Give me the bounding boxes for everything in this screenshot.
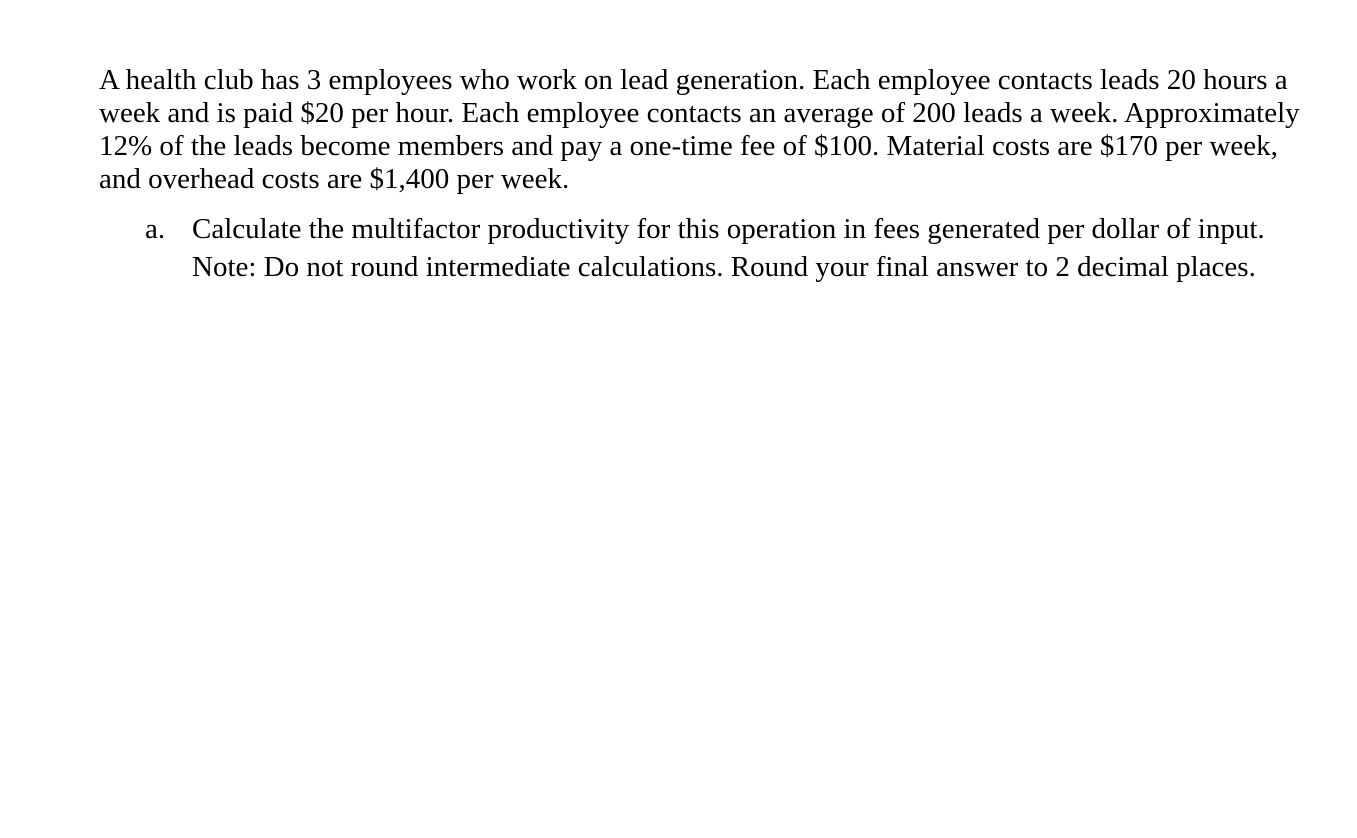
question-note: Note: Do not round intermediate calculations. Round your final answer to 2 decimal places. <box>192 251 1256 283</box>
problem-intro: A health club has 3 employees who work on lead generation. Each employee contacts leads 20 hours a week and is paid $20 per hour. Each employee contacts an average of 200 leads a week. Approximately 12% of the leads become members and pay a one-time fee of $100. Material costs are $170 per week, and overhead costs are $1,400 per week. <box>99 64 1300 195</box>
question-text: Calculate the multifactor productivity for this operation in fees generated per dollar of input. <box>192 213 1265 245</box>
question-list <box>99 210 1314 286</box>
question-marker: a. <box>145 213 166 245</box>
problem-document <box>99 64 1314 286</box>
question-item-a <box>99 210 1314 286</box>
